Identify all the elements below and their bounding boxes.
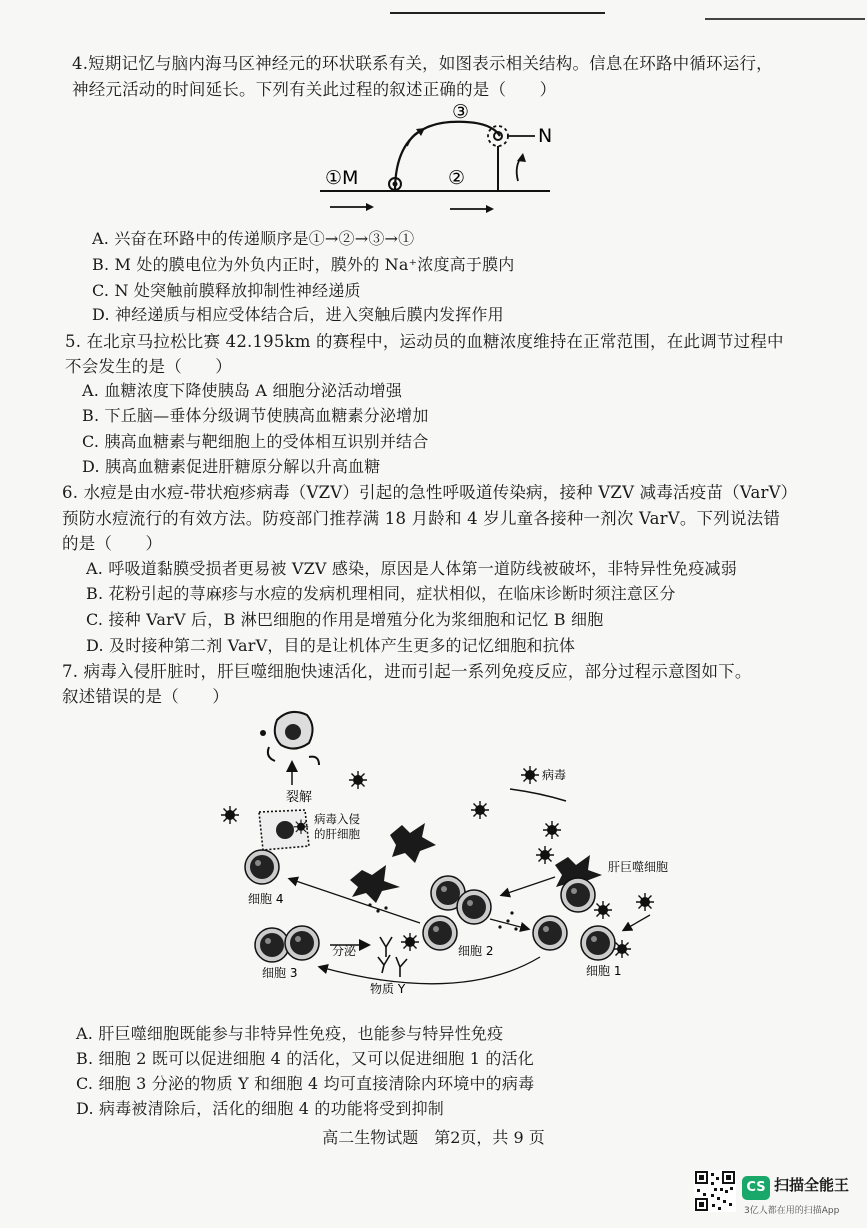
- q4-stem-line1: 4.短期记忆与脑内海马区神经元的环状联系有关，如图表示相关结构。信息在环路中循环运行，: [72, 54, 773, 73]
- q5-stem-line1: 5. 在北京马拉松比赛 42.195km 的赛程中，运动员的血糖浓度维持在正常范围，在此调节过程中: [65, 332, 784, 351]
- q7-stem-line2: 叙述错误的是（ ）: [62, 687, 229, 706]
- label-cell4: 细胞 4: [248, 892, 284, 906]
- q4-stem-line2: 神经元活动的时间延长。下列有关此过程的叙述正确的是（ ）: [72, 80, 557, 99]
- virus-icon: [401, 933, 419, 951]
- virus-icon: [636, 893, 654, 911]
- label-3: ③: [452, 101, 470, 123]
- virus-icon: [349, 771, 367, 789]
- q7-option-d: D. 病毒被清除后，活化的细胞 4 的功能将受到抑制: [76, 1099, 444, 1118]
- page-footer: 高二生物试题 第2页，共 9 页: [322, 1128, 545, 1147]
- q7-option-c: C. 细胞 3 分泌的物质 Y 和细胞 4 均可直接清除内环境中的病毒: [76, 1074, 535, 1093]
- q6-option-b: B. 花粉引起的荨麻疹与水痘的发病机理相同，症状相似，在临床诊断时须注意区分: [86, 584, 676, 603]
- infected-liver-cell: [259, 810, 309, 850]
- q4-neuron-loop-figure: [300, 96, 570, 218]
- cell-3: [255, 928, 289, 962]
- lysed-liver-cell: [260, 712, 319, 765]
- label-lysis: 裂解: [286, 790, 313, 805]
- camscanner-logo-icon: CS: [742, 1176, 770, 1200]
- label-2: ②: [448, 167, 466, 189]
- top-rule: [390, 12, 605, 14]
- q7-option-b: B. 细胞 2 既可以促进细胞 4 的活化，又可以促进细胞 1 的活化: [76, 1049, 534, 1068]
- virus-icon: [543, 821, 561, 839]
- virus-icon: [221, 806, 239, 824]
- virus-icon: [594, 901, 612, 919]
- antibody-y: [378, 937, 407, 977]
- q4-option-b: B. M 处的膜电位为外负内正时，膜外的 Na⁺浓度高于膜内: [92, 255, 515, 274]
- q5-option-d: D. 胰高血糖素促进肝糖原分解以升高血糖: [82, 457, 381, 476]
- cell-4: [245, 850, 279, 884]
- cell-1: [533, 916, 567, 950]
- q6-option-c: C. 接种 VarV 后，B 淋巴细胞的作用是增殖分化为浆细胞和记忆 B 细胞: [86, 610, 604, 629]
- qr-code-icon: [694, 1170, 736, 1212]
- q7-option-a: A. 肝巨噬细胞既能参与非特异性免疫，也能参与特异性免疫: [76, 1024, 504, 1043]
- q6-stem-line1: 6. 水痘是由水痘-带状疱疹病毒（VZV）引起的急性呼吸道传染病，接种 VZV 减毒活疫苗（VarV）: [62, 483, 798, 502]
- label-infected-1: 病毒入侵: [314, 812, 360, 826]
- label-substance-y: 物质 Y: [370, 982, 406, 996]
- label-cell2: 细胞 2: [458, 944, 494, 958]
- virus-icon: [471, 801, 489, 819]
- q4-option-c: C. N 处突触前膜释放抑制性神经递质: [92, 281, 361, 300]
- q6-stem-line2: 预防水痘流行的有效方法。防疫部门推荐满 18 月龄和 4 岁儿童各接种一剂次 VarV。下列说法错: [62, 509, 781, 528]
- q6-option-d: D. 及时接种第二剂 VarV，目的是让机体产生更多的记忆细胞和抗体: [86, 636, 576, 655]
- label-macrophage: 肝巨噬细胞: [608, 860, 669, 874]
- label-cell1: 细胞 1: [586, 964, 622, 978]
- q6-stem-line3: 的是（ ）: [62, 534, 163, 553]
- q4-option-d: D. 神经递质与相应受体结合后，进入突触后膜内发挥作用: [92, 305, 504, 324]
- q5-option-c: C. 胰高血糖素与靶细胞上的受体相互识别并结合: [82, 432, 429, 451]
- q5-option-b: B. 下丘脑—垂体分级调节使胰高血糖素分泌增加: [82, 406, 429, 425]
- q7-immune-figure: [210, 705, 680, 1010]
- label-cell3: 细胞 3: [262, 966, 298, 980]
- top-rule-right: [705, 18, 865, 20]
- virus-icon: [536, 846, 554, 864]
- label-infected-2: 的肝细胞: [314, 827, 360, 841]
- camscanner-name: 扫描全能王: [774, 1176, 850, 1194]
- q5-stem-line2: 不会发生的是（ ）: [65, 357, 232, 376]
- camscanner-slogan: 3亿人都在用的扫描App: [744, 1206, 840, 1216]
- label-secrete: 分泌: [332, 944, 357, 958]
- label-virus: 病毒: [542, 768, 567, 782]
- q5-option-a: A. 血糖浓度下降使胰岛 A 细胞分泌活动增强: [82, 381, 403, 400]
- virus-icon: [521, 766, 539, 784]
- q6-option-a: A. 呼吸道黏膜受损者更易被 VZV 感染，原因是人体第一道防线被破坏，非特异性免疫减弱: [86, 559, 737, 578]
- q7-stem-line1: 7. 病毒入侵肝脏时，肝巨噬细胞快速活化，进而引起一系列免疫反应，部分过程示意图如下。: [62, 662, 752, 681]
- label-n: N: [538, 125, 553, 147]
- label-1m: ①M: [325, 167, 359, 189]
- q4-option-a: A. 兴奋在环路中的传递顺序是①→②→③→①: [92, 229, 415, 248]
